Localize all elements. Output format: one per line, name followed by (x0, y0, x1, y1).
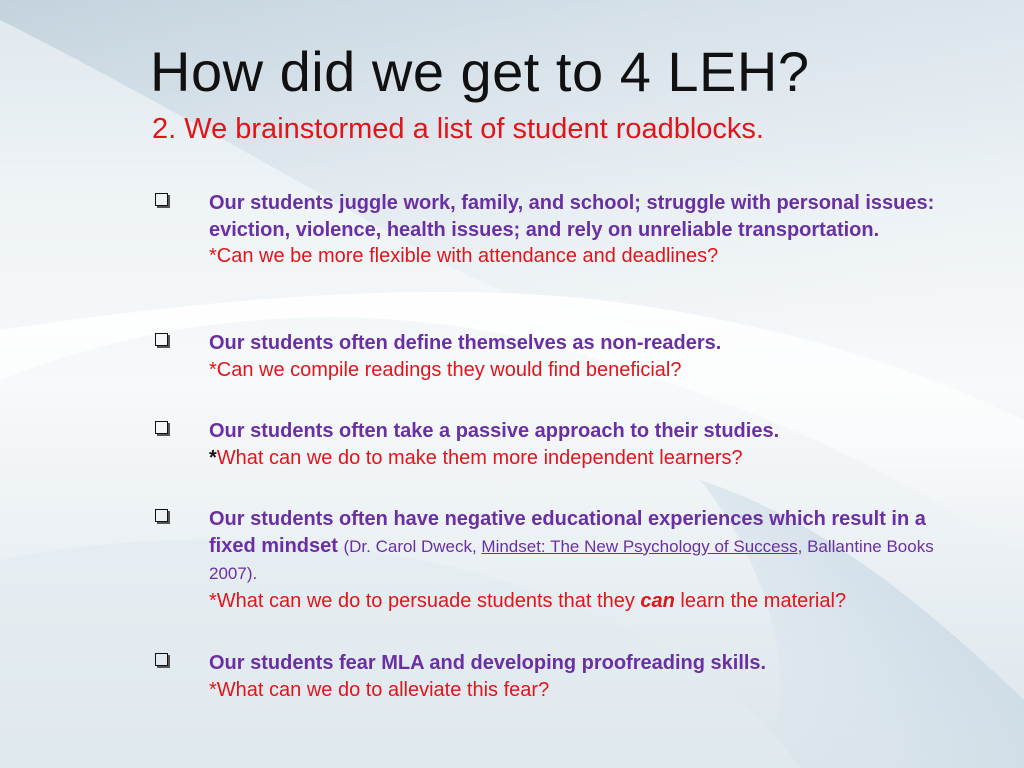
slide-title: How did we get to 4 LEH? (150, 40, 810, 103)
citation-prefix: (Dr. Carol Dweck, (343, 536, 482, 556)
item-note-text: *What can we do to alleviate this fear? (209, 678, 550, 701)
item-main-text: Our students often define themselves as non-readers. (209, 332, 722, 354)
item-main-text: Our students often take a passive approach to their studies. (209, 420, 780, 442)
emphasis-can: can (640, 589, 675, 612)
item-main-text: Our students often have negative educational experiences which result in a fixed mindset (209, 508, 926, 557)
citation-suffix: , Ballantine Books 2007). (209, 536, 934, 583)
item-main-text: Our students fear MLA and developing proofreading skills. (209, 652, 767, 674)
item-note-text: *Can we compile readings they would find beneficial? (209, 358, 682, 381)
citation-title-link[interactable]: Mindset: The New Psychology of Success (481, 536, 798, 556)
checkbox-square-icon (155, 509, 168, 522)
checkbox-square-icon (155, 421, 168, 434)
slide-subtitle: 2. We brainstormed a list of student roadblocks. (152, 113, 764, 145)
item-main-text: Our students juggle work, family, and school; struggle with personal issues: eviction, violence, health issues; and rely on unreliable transportation. (209, 192, 935, 241)
item-note-text: *What can we do to persuade students that they can learn the material? (209, 589, 847, 612)
item-note-text: What can we do to make them more independent learners? (216, 446, 743, 469)
note-asterisk: * (209, 446, 217, 469)
checkbox-square-icon (155, 193, 168, 206)
item-note-text: *Can we be more flexible with attendance and deadlines? (209, 245, 719, 267)
checkbox-square-icon (155, 333, 168, 346)
checkbox-square-icon (155, 653, 168, 666)
